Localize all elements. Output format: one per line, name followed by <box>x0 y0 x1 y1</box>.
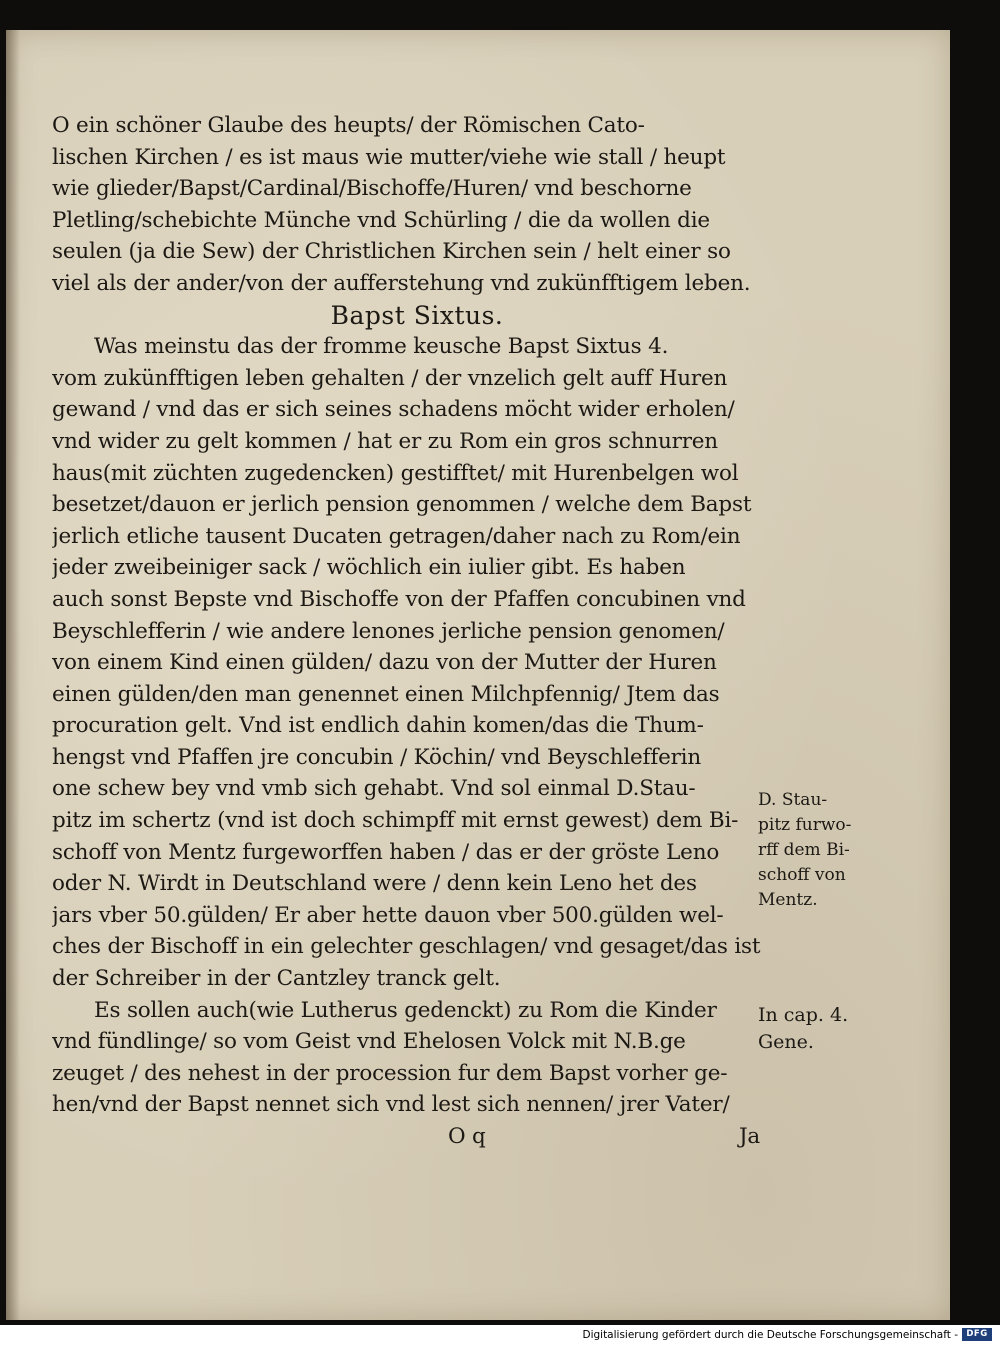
text-line: zeuget / des nehest in der procession fur dem Bapst vorher ge- <box>52 1060 728 1086</box>
text-line: Beyschlefferin / wie andere lenones jerliche pension genomen/ <box>52 618 725 644</box>
text-line: hengst vnd Pfaffen jre concubin / Köchin/ vnd Beyschlefferin <box>52 744 701 770</box>
marginal-note-line: Mentz. <box>758 890 818 910</box>
text-line: hen/vnd der Bapst nennet sich vnd lest sich nennen/ jrer Vater/ <box>52 1092 730 1118</box>
text-line: haus(mit züchten zugedencken) gestifftet/ mit Hurenbelgen wol <box>52 460 739 486</box>
text-line: jeder zweibeiniger sack / wöchlich ein iulier gibt. Es haben <box>52 555 686 581</box>
text-line: wie glieder/Bapst/Cardinal/Bischoffe/Huren/ vnd beschorne <box>52 176 692 202</box>
marginal-note-line: rff dem Bi- <box>758 840 850 860</box>
text-line: procuration gelt. Vnd ist endlich dahin komen/das die Thum- <box>52 713 704 739</box>
text-line: O ein schöner Glaube des heupts/ der Römischen Cato- <box>52 113 645 138</box>
text-line: oder N. Wirdt in Deutschland were / denn kein Leno het des <box>52 871 697 897</box>
main-text-block <box>52 110 782 1153</box>
marginal-note-line: D. Stau- <box>758 790 828 810</box>
text-line: einen gülden/den man genennet einen Milchpfennig/ Jtem das <box>52 681 720 707</box>
text-line: Pletling/schebichte Münche vnd Schürling / die da wollen die <box>52 207 710 233</box>
marginal-note-staupitz <box>758 788 868 913</box>
signature-mark: O q <box>448 1124 486 1149</box>
section-heading: Bapst Sixtus. <box>330 300 504 330</box>
text-line: viel als der ander/von der aufferstehung vnd zukünfftigem leben. <box>52 270 751 296</box>
text-line: Was meinstu das der fromme keusche Bapst Sixtus 4. <box>94 334 669 360</box>
dfg-logo: DFG <box>962 1328 992 1341</box>
text-line: gewand / vnd das er sich seines schadens möcht wider erholen/ <box>52 397 735 423</box>
marginal-note-genesis <box>758 1002 868 1056</box>
marginal-note-line: schoff von <box>758 865 846 885</box>
text-line: auch sonst Bepste vnd Bischoffe von der Pfaffen concubinen vnd <box>52 586 746 612</box>
text-line: vnd wider zu gelt kommen / hat er zu Rom ein gros schnurren <box>52 428 718 454</box>
text-line: jerlich etliche tausent Ducaten getragen/daher nach zu Rom/ein <box>52 523 741 549</box>
funding-credit: Digitalisierung gefördert durch die Deutsche Forschungsgemeinschaft - <box>582 1329 958 1341</box>
text-line: der Schreiber in der Cantzley tranck gelt. <box>52 966 501 992</box>
text-line: jars vber 50.gülden/ Er aber hette dauon vber 500.gülden wel- <box>52 902 724 928</box>
text-line: schoff von Mentz furgeworffen haben / das er der gröste Leno <box>52 839 720 865</box>
text-line: one schew bey vnd vmb sich gehabt. Vnd sol einmal D.Stau- <box>52 776 696 802</box>
marginal-note-line: Gene. <box>758 1031 814 1053</box>
footer-bar <box>0 1325 1000 1345</box>
marginal-note-line: pitz furwo- <box>758 815 852 835</box>
text-line: pitz im schertz (vnd ist doch schimpff mit ernst gewest) dem Bi- <box>52 808 739 834</box>
catchword: Ja <box>738 1124 760 1149</box>
page-gutter-shadow <box>6 30 20 1320</box>
book-page <box>6 30 950 1320</box>
text-line: ches der Bischoff in ein gelechter geschlagen/ vnd gesaget/das ist <box>52 934 761 960</box>
text-line: seulen (ja die Sew) der Christlichen Kirchen sein / helt einer so <box>52 239 731 265</box>
text-line: von einem Kind einen gülden/ dazu von der Mutter der Huren <box>52 650 717 676</box>
page-foot-line <box>52 1121 782 1153</box>
marginal-note-line: In cap. 4. <box>758 1004 849 1026</box>
text-line: lischen Kirchen / es ist maus wie mutter/viehe wie stall / heupt <box>52 144 726 170</box>
text-line: vnd fündlinge/ so vom Geist vnd Ehelosen Volck mit N.B.ge <box>52 1029 686 1055</box>
text-line: Es sollen auch(wie Lutherus gedenckt) zu Rom die Kinder <box>94 997 717 1023</box>
text-line: vom zukünfftigen leben gehalten / der vnzelich gelt auff Huren <box>52 365 728 391</box>
text-line: besetzet/dauon er jerlich pension genommen / welche dem Bapst <box>52 492 752 518</box>
